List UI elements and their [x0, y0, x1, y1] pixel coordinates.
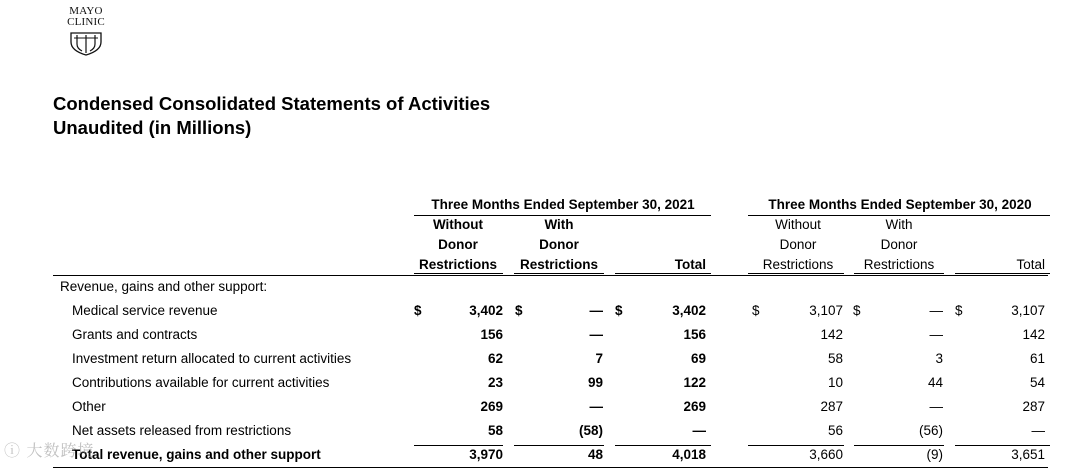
value-cell: 23: [487, 375, 503, 390]
row-label: Other: [72, 399, 106, 414]
value-cell: 69: [690, 351, 706, 366]
col-header-2020-without: Without Donor Restrictions: [762, 217, 834, 272]
value-cell: 156: [683, 327, 706, 342]
value-cell: 62: [487, 351, 503, 366]
col-header-2021-total: Total: [674, 257, 706, 272]
value-cell: 58: [487, 423, 503, 438]
row-label: Investment return allocated to current activities: [72, 351, 352, 366]
col-rule-2021-total: [615, 273, 711, 274]
col-rule-2021-without: [414, 273, 503, 274]
value-cell: 3,660: [809, 447, 843, 462]
watermark: ⓘ 大数跨境: [4, 443, 95, 460]
total-rule-2020-without: [748, 445, 844, 446]
total-rule-2020-with: [854, 445, 944, 446]
value-cell: 142: [820, 327, 843, 342]
title-line-2: Unaudited (in Millions): [53, 117, 252, 138]
value-cell: (58): [578, 423, 603, 438]
col-rule-2021-with: [514, 273, 604, 274]
section-label: Revenue, gains and other support:: [60, 279, 268, 294]
col-rule-2020-without: [748, 273, 844, 274]
value-cell: 7: [595, 351, 603, 366]
value-cell: 122: [683, 375, 706, 390]
row-label: Total revenue, gains and other support: [72, 447, 321, 462]
currency-symbol: $: [752, 303, 760, 318]
table-top-rule: [53, 275, 1048, 276]
value-cell: 3,402: [672, 303, 706, 318]
value-cell: 61: [1029, 351, 1045, 366]
col-rule-2020-total: [955, 273, 1050, 274]
value-cell: 287: [1022, 399, 1045, 414]
page-title: [53, 92, 490, 140]
value-cell: 142: [1022, 327, 1045, 342]
value-cell: 3,402: [469, 303, 503, 318]
value-cell: 54: [1029, 375, 1045, 390]
total-rule-2021-without: [414, 445, 503, 446]
shield-icon: [69, 30, 103, 56]
value-cell: 44: [927, 375, 943, 390]
value-cell: 3,107: [1011, 303, 1045, 318]
value-cell: —: [1031, 423, 1045, 438]
value-cell: 3,970: [469, 447, 503, 462]
group-header-2021: Three Months Ended September 30, 2021: [431, 197, 695, 212]
value-cell: 156: [480, 327, 503, 342]
row-label: Medical service revenue: [72, 303, 218, 318]
row-label: Grants and contracts: [72, 327, 198, 342]
col-rule-2020-with: [854, 273, 944, 274]
value-cell: (9): [926, 447, 943, 462]
logo-line-1: MAYO: [69, 5, 103, 17]
logo-line-2: CLINIC: [67, 16, 105, 28]
value-cell: —: [589, 303, 603, 318]
value-cell: 99: [587, 375, 603, 390]
value-cell: 48: [587, 447, 603, 462]
total-rule-2021-total: [615, 445, 711, 446]
value-cell: 4,018: [672, 447, 706, 462]
value-cell: —: [589, 327, 603, 342]
col-header-2020-with: With Donor Restrictions: [863, 217, 935, 272]
mayo-clinic-logo: [60, 6, 112, 56]
value-cell: —: [929, 303, 943, 318]
value-cell: (56): [918, 423, 943, 438]
value-cell: 269: [683, 399, 706, 414]
value-cell: —: [929, 399, 943, 414]
table-bottom-rule: [53, 467, 1048, 468]
value-cell: 3,651: [1011, 447, 1045, 462]
value-cell: 287: [820, 399, 843, 414]
value-cell: 10: [827, 375, 843, 390]
value-cell: 3: [935, 351, 943, 366]
row-label: Contributions available for current activities: [72, 375, 330, 390]
currency-symbol: $: [955, 303, 963, 318]
row-label: Net assets released from restrictions: [72, 423, 292, 438]
value-cell: 269: [480, 399, 503, 414]
value-cell: —: [692, 423, 706, 438]
col-header-2021-without: Without Donor Restrictions: [418, 217, 498, 272]
currency-symbol: $: [615, 303, 623, 318]
col-header-2020-total: Total: [1016, 257, 1045, 272]
title-line-1: Condensed Consolidated Statements of Activities: [53, 93, 491, 114]
value-cell: —: [929, 327, 943, 342]
value-cell: 58: [827, 351, 843, 366]
group-header-2020: Three Months Ended September 30, 2020: [768, 197, 1032, 212]
currency-symbol: $: [853, 303, 861, 318]
value-cell: 3,107: [809, 303, 843, 318]
total-rule-2020-total: [955, 445, 1050, 446]
value-cell: —: [589, 399, 603, 414]
currency-symbol: $: [515, 303, 523, 318]
currency-symbol: $: [414, 303, 422, 318]
col-header-2021-with: With Donor Restrictions: [519, 217, 599, 272]
total-rule-2021-with: [514, 445, 604, 446]
value-cell: 56: [827, 423, 843, 438]
